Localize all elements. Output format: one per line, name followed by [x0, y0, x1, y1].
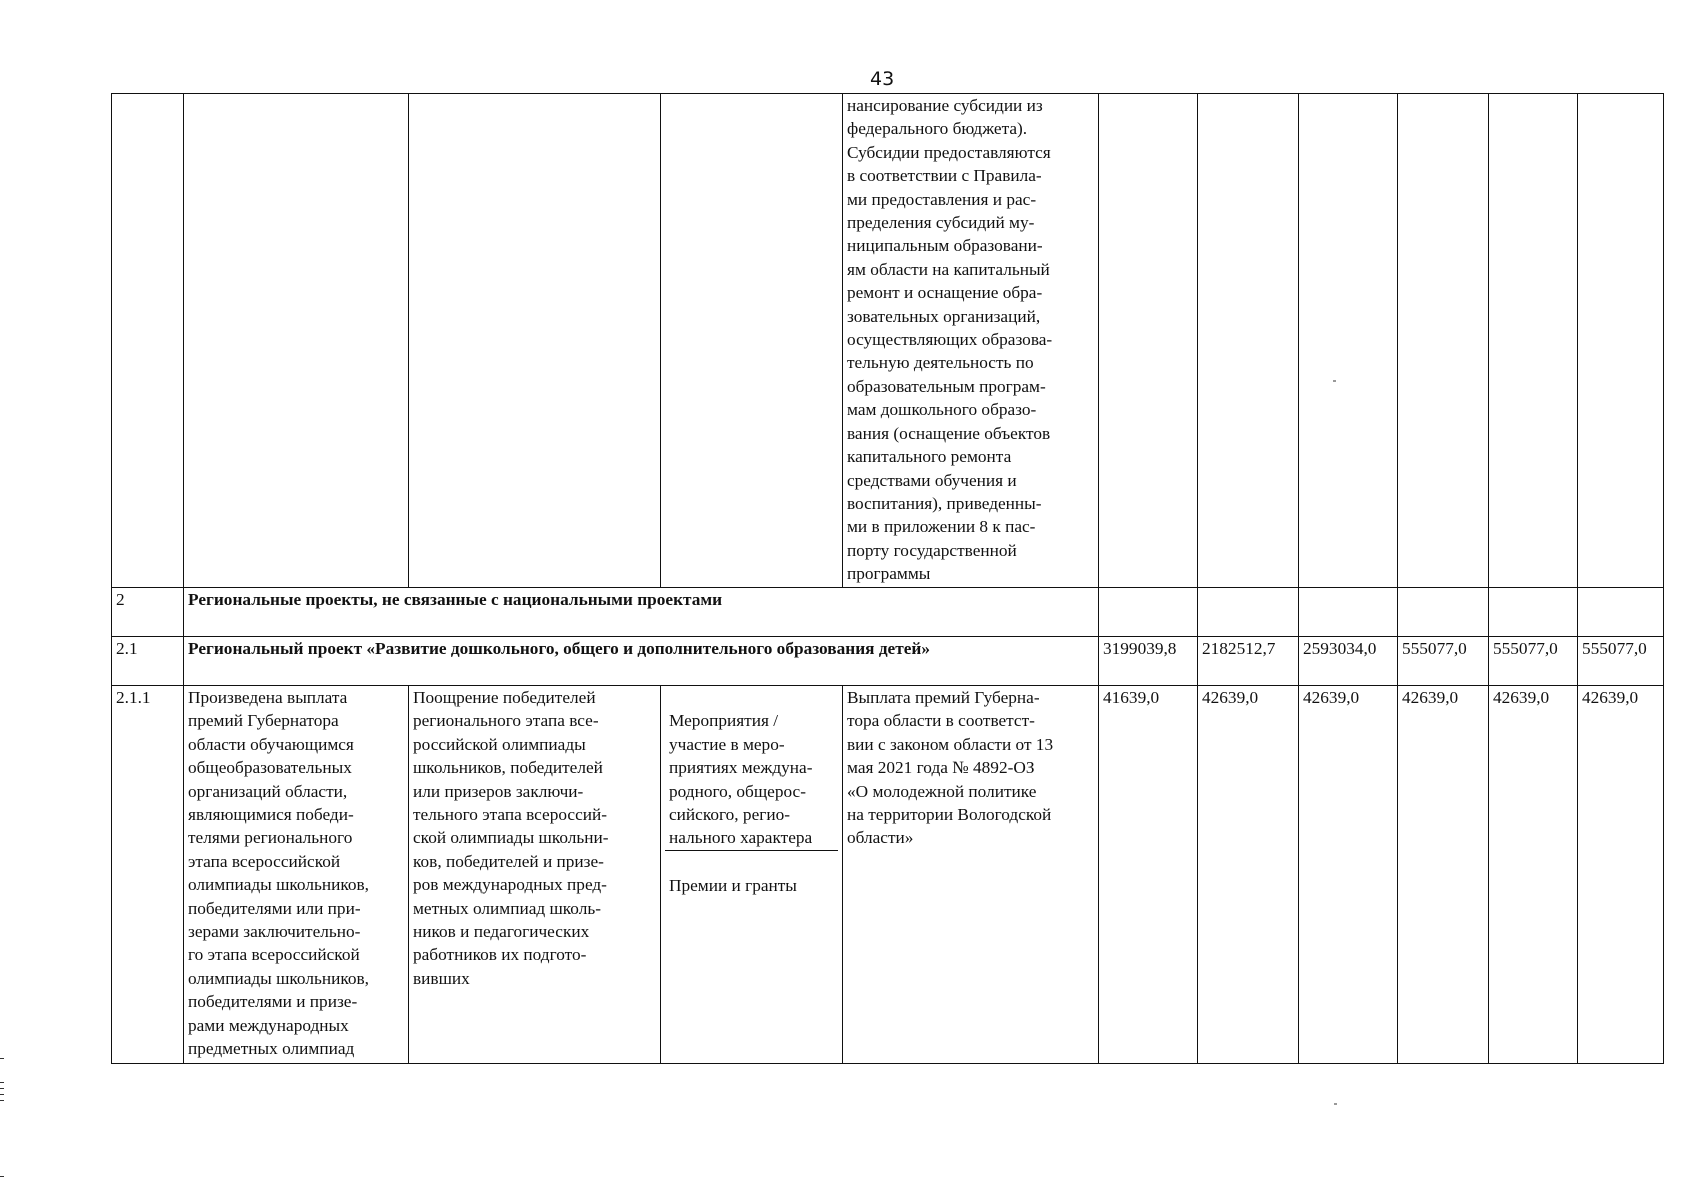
cell-value: [1489, 94, 1578, 588]
cell-description: [409, 94, 661, 588]
page-number: 43: [870, 68, 895, 90]
cell-value: [1578, 94, 1664, 588]
scan-mark: [0, 1082, 4, 1083]
section-title: Региональный проект «Развитие дошкольного, общего и дополнительного образования детей»: [184, 637, 1099, 686]
value-cell: 3199039,8: [1099, 637, 1198, 686]
scan-mark: [0, 1100, 4, 1101]
value-cell: 42639,0: [1299, 686, 1398, 1064]
scan-mark: [0, 1058, 4, 1059]
value-cell: 555077,0: [1578, 637, 1664, 686]
cell-result: [184, 94, 409, 588]
value-cell: 555077,0: [1489, 637, 1578, 686]
scan-dot: [1334, 1103, 1337, 1105]
cell-value: [1299, 94, 1398, 588]
section-title: Региональные проекты, не связанные с национальными проектами: [184, 588, 1099, 637]
item-mechanism: Выплата премий Губерна- тора области в соответст- вии с законом области от 13 мая 2021 года № 4892-ОЗ «О молодежной политике на территории Вологодской области»: [843, 686, 1099, 1064]
cell-value: [1198, 588, 1299, 637]
cell-mechanism: нансирование субсидии из федерального бюджета). Субсидии предоставляются в соответствии с Правила- ми предоставления и рас- пределения субсидий му- ниципальным образовани- ям области на капитальный ремонт и оснащение обра- зовательных организаций, осуществляющих образова- тельную деятельность по образовательным програм- мам дошкольного образо- вания (оснащение объектов капитального ремонта средствами обучения и воспитания), приведенны- ми в приложении 8 к пас- порту государственной программы: [843, 94, 1099, 588]
value-cell: 2593034,0: [1299, 637, 1398, 686]
scan-mark: [0, 1094, 4, 1095]
program-table: [111, 93, 1664, 1064]
cell-value: [1398, 94, 1489, 588]
value-cell: 42639,0: [1198, 686, 1299, 1064]
scan-dot: [1333, 380, 1336, 382]
item-type: [661, 686, 843, 1064]
value-cell: 2182512,7: [1198, 637, 1299, 686]
cell-value: [1099, 588, 1198, 637]
cell-value: [1299, 588, 1398, 637]
item-type-subcategory: Премии и гранты: [669, 876, 797, 896]
value-cell: 555077,0: [1398, 637, 1489, 686]
table-row-section-2-1: [112, 637, 1664, 686]
cell-value: [1578, 588, 1664, 637]
table-row-section-2: [112, 588, 1664, 637]
section-number: 2: [112, 588, 184, 637]
value-cell: 42639,0: [1578, 686, 1664, 1064]
item-result: Произведена выплата премий Губернатора области обучающимся общеобразовательных организаций области, являющимися победи- телями регионального этапа всероссийской олимпиады школьников, победителями или при- зерами заключительно- го этапа всероссийской олимпиады школьников, победителями и призе- рами международных предметных олимпиад: [184, 686, 409, 1064]
table-row-continuation: [112, 94, 1664, 588]
scan-mark: [0, 1088, 4, 1089]
table-row-item-2-1-1: [112, 686, 1664, 1064]
value-cell: 41639,0: [1099, 686, 1198, 1064]
cell-value: [1099, 94, 1198, 588]
cell-number: [112, 94, 184, 588]
cell-value: [1198, 94, 1299, 588]
section-number: 2.1: [112, 637, 184, 686]
cell-value: [1489, 588, 1578, 637]
item-number: 2.1.1: [112, 686, 184, 1064]
item-description: Поощрение победителей регионального этапа все- российской олимпиады школьников, победителей или призеров заключи- тельного этапа всероссий- ской олимпиады школьни- ков, победителей и призе- ров международных пред- метных олимпиад школь- ников и педагогических работников их подгото- вивших: [409, 686, 661, 1064]
value-cell: 42639,0: [1489, 686, 1578, 1064]
cell-type: [661, 94, 843, 588]
scan-mark: [0, 1176, 4, 1177]
value-cell: 42639,0: [1398, 686, 1489, 1064]
item-type-category: Мероприятия / участие в меро- приятиях междуна- родного, общерос- сийского, регио- нального характера: [665, 709, 838, 850]
cell-value: [1398, 588, 1489, 637]
